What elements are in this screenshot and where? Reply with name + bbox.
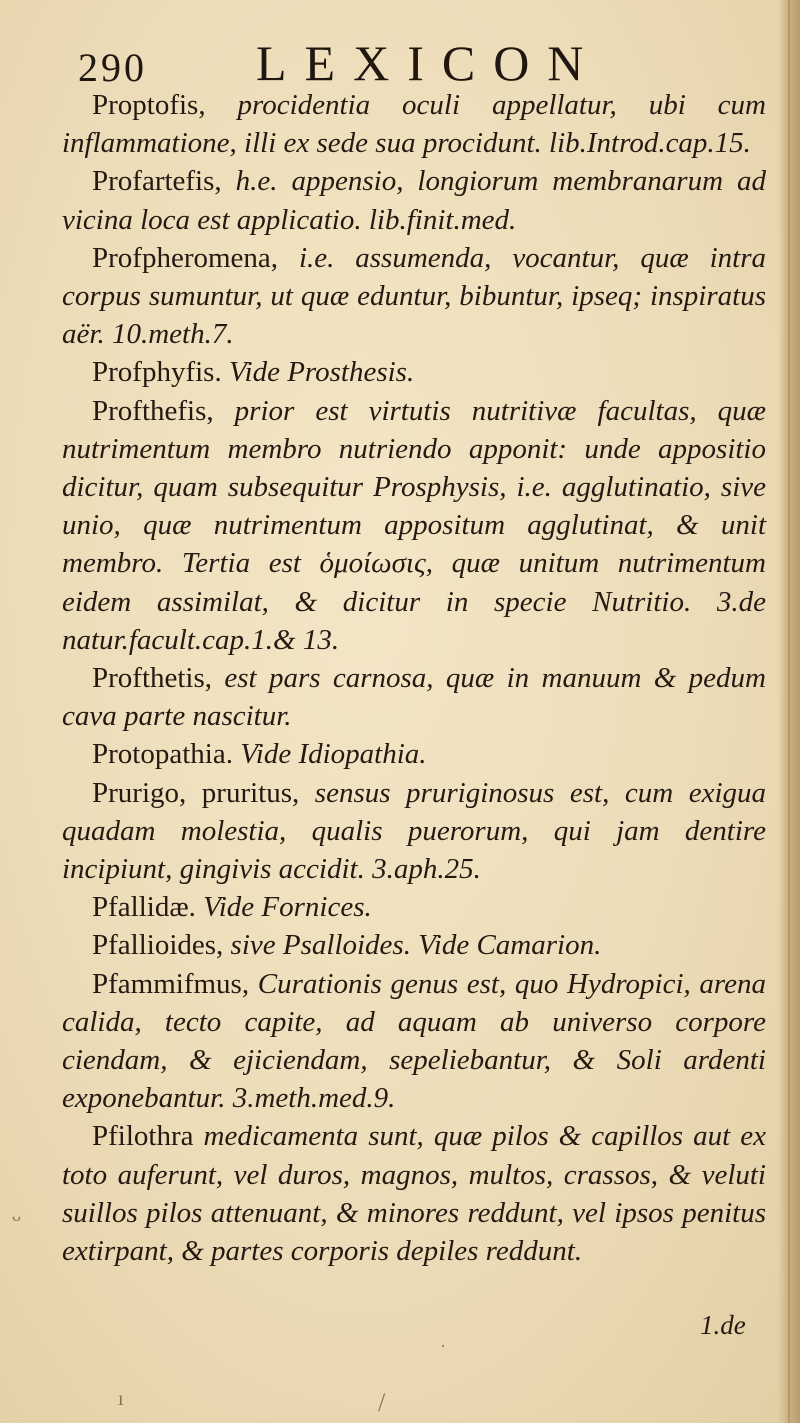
entry-prosthesis	[62, 392, 766, 659]
entry-definition: est pars carnosa, quæ in manuum & pedum cava parte nascitur.	[62, 662, 766, 733]
entry-headword: Prurigo, pruritus,	[92, 776, 315, 809]
entry-definition: h.e. appensio, longiorum membranarum ad vicina loca est applicatio. lib.finit.med.	[62, 165, 767, 236]
entry-prospheromena	[62, 239, 766, 354]
entry-headword: Pfallidæ.	[92, 891, 204, 924]
entry-definition: prior est virtutis nutritivæ facultas, quæ nutrimentum membro nutriendo apponit: unde appositio dicitur, quam subsequitur Prosphysis, i.e. agglutinatio, sive unio, quæ nutrimentum appositum agglutinat, & unit membro. Tertia est ὁμοίωσις, quæ unitum nutrimentum eidem assimilat, & dicitur in specie Nutritio. 3.de natur.facult.cap.1.& 13.	[62, 394, 766, 656]
entry-headword: Profpheromena,	[92, 241, 299, 274]
entry-definition: sive Psalloides. Vide Camarion.	[230, 929, 602, 962]
entry-protopathia	[62, 735, 766, 773]
entry-headword: Profthefis,	[92, 394, 235, 427]
entry-psallioides	[62, 926, 766, 964]
catchword: 1.de	[700, 1310, 746, 1340]
entry-headword: Profthetis,	[92, 662, 225, 695]
entry-prosthetis	[62, 659, 766, 735]
page-header	[78, 34, 748, 94]
lexicon-entries	[62, 86, 766, 1270]
ink-mark: ı	[118, 1388, 124, 1410]
entry-definition: i.e. assumenda, vocantur, quæ intra corpus sumuntur, ut quæ eduntur, bibuntur, ipseq; inspiratus aër. 10.meth.7.	[62, 241, 766, 351]
entry-prosphysis	[62, 353, 766, 391]
entry-definition: sensus pruriginosus est, cum exigua quadam molestia, qualis puerorum, qui jam dentire incipiunt, gingivis accidit. 3.aph.25.	[62, 776, 766, 886]
entry-definition: Vide Prosthesis.	[228, 356, 415, 389]
entry-headword: Pfallioides,	[92, 929, 231, 962]
ink-mark: ᴗ	[12, 1205, 21, 1225]
entry-headword: Protopathia.	[92, 738, 241, 771]
entry-definition: Vide Fornices.	[203, 891, 372, 924]
entry-definition: medicamenta sunt, quæ pilos & capillos aut ex toto auferunt, vel duros, magnos, multos, crassos, & veluti suillos pilos attenuant, & minores reddunt, vel ipsos penitus extirpant, & partes corporis depiles reddunt.	[62, 1120, 766, 1268]
entry-psammismus	[62, 965, 766, 1118]
entry-headword: Pfammifmus,	[92, 967, 258, 1000]
entry-psallidae	[62, 888, 766, 926]
entry-definition: Vide Idiopathia.	[240, 738, 427, 771]
entry-psilothra	[62, 1117, 766, 1270]
entry-definition: procidentia oculi appellatur, ubi cum inflammatione, illi ex sede sua procidunt. lib.Introd.cap.15.	[62, 89, 766, 160]
entry-proptosis	[62, 86, 766, 162]
page-number: 290	[78, 45, 147, 90]
ink-mark: ·	[440, 1336, 446, 1356]
entry-prosartesis	[62, 162, 766, 238]
entry-headword: Profartefis,	[92, 165, 236, 198]
running-head: LEXICON	[256, 35, 602, 91]
entry-headword: Proptofis,	[92, 89, 238, 121]
page-edge-line	[788, 0, 790, 1423]
entry-headword: Pfilothra	[92, 1120, 204, 1153]
ink-mark: /	[378, 1388, 386, 1417]
entry-prurigo	[62, 774, 766, 889]
entry-headword: Profphyfis.	[92, 356, 229, 389]
entry-definition: Curationis genus est, quo Hydropici, arena calida, tecto capite, ad aquam ab universo corpore ciendam, & ejiciendam, sepeliebantur, & Soli ardenti exponebantur. 3.meth.med.9.	[62, 967, 766, 1115]
